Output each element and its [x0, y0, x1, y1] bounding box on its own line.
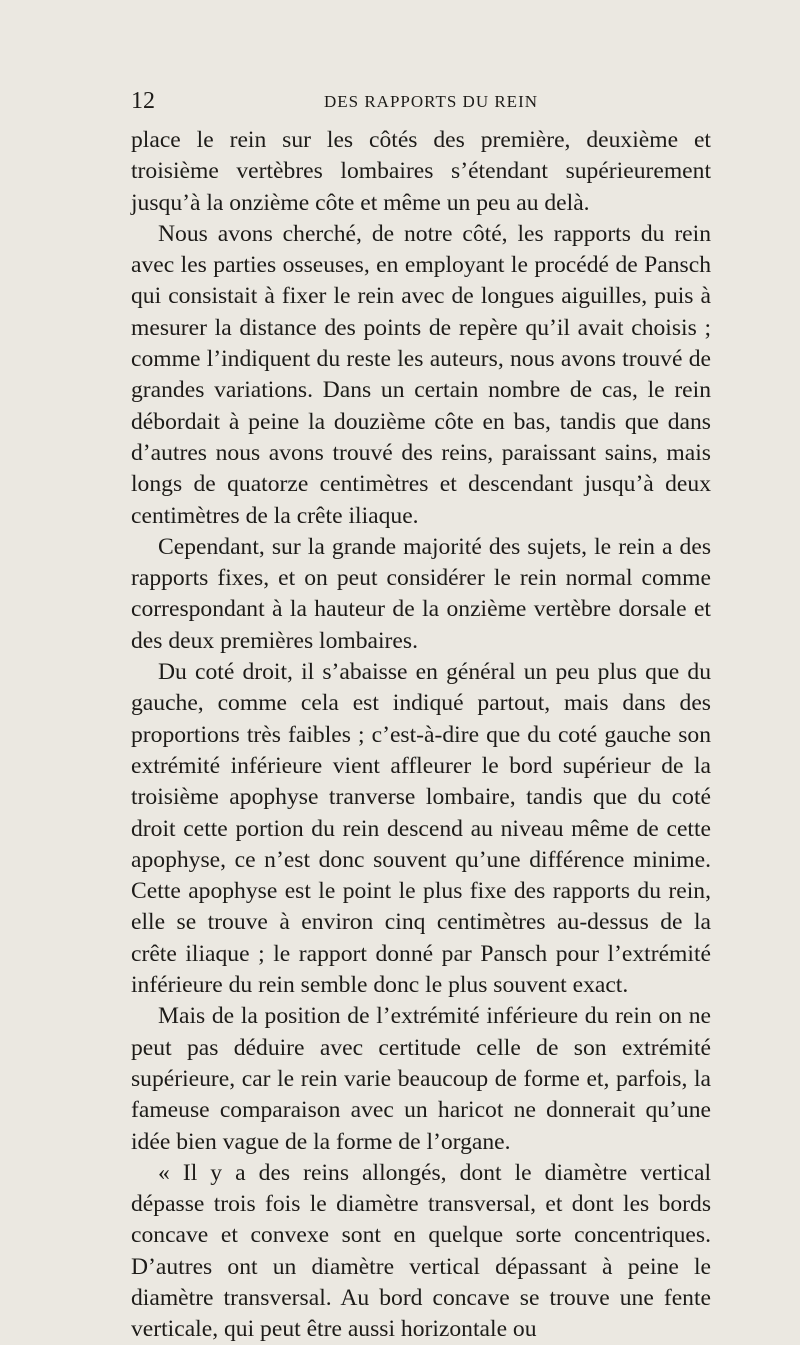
paragraph-upper-extremity: Mais de la position de l’extrémité inférieure du rein on ne peut pas déduire avec certitude celle de son extrémité supérieure, car le rein varie beaucoup de forme et, parfois, la fameuse comparaison avec un haricot ne donnerait qu’une idée bien vague de la forme de l’organe. [131, 1003, 711, 1155]
page-number: 12 [131, 88, 155, 114]
paragraph-quotation: « Il y a des reins allongés, dont le diamètre vertical dépasse trois fois le diamètre transversal, et dont les bords concave et convexe sont en quelque sorte concentriques. D’autres ont un diamètre vertical dépassant à peine le diamètre transversal. Au bord concave se trouve une fente verticale, qui peut être aussi horizontale ou [131, 1159, 711, 1343]
running-title: DES RAPPORTS DU REIN [323, 92, 539, 111]
paragraph-continuation: place le rein sur les côtés des première, deuxième et troisième vertèbres lombaires s’étendant supérieurement jusqu’à la onzième côte et même un peu au delà. [131, 127, 711, 216]
paragraph-right-side: Du coté droit, il s’abaisse en général un peu plus que du gauche, comme cela est indiqué partout, mais dans des proportions très faibles ; c’est-à-dire que du coté gauche son extrémité inférieure vient affleurer le bord supérieur de la troisième apophyse tranverse lombaire, tandis que du coté droit cette portion du rein descend au niveau même de cette apophyse, ce n’est donc souvent qu’une différence minime. Cette apophyse est le point le plus fixe des rapports du rein, elle se trouve à environ cinq centimètres au-dessus de la crête iliaque ; le rapport donné par Pansch pour l’extrémité inférieure du rein semble donc le plus souvent exact. [131, 659, 711, 999]
body-text [131, 125, 711, 1345]
paragraph-fixed-relations: Cependant, sur la grande majorité des sujets, le rein a des rapports fixes, et on peut considérer le rein normal comme correspondant à la hauteur de la onzième vertèbre dorsale et des deux premières lombaires. [131, 533, 711, 654]
paragraph-pansch-method: Nous avons cherché, de notre côté, les rapports du rein avec les parties osseuses, en employant le procédé de Pansch qui consistait à fixer le rein avec de longues aiguilles, puis à mesurer la distance des points de repère qu’il avait choisis ; comme l’indiquent du reste les auteurs, nous avons trouvé de grandes variations. Dans un certain nombre de cas, le rein débordait à peine la douzième côte en bas, tandis que dans d’autres nous avons trouvé des reins, paraissant sains, mais longs de quatorze centimètres et descendant jusqu’à deux centimètres de la crête iliaque. [131, 220, 711, 529]
running-head [131, 86, 711, 116]
